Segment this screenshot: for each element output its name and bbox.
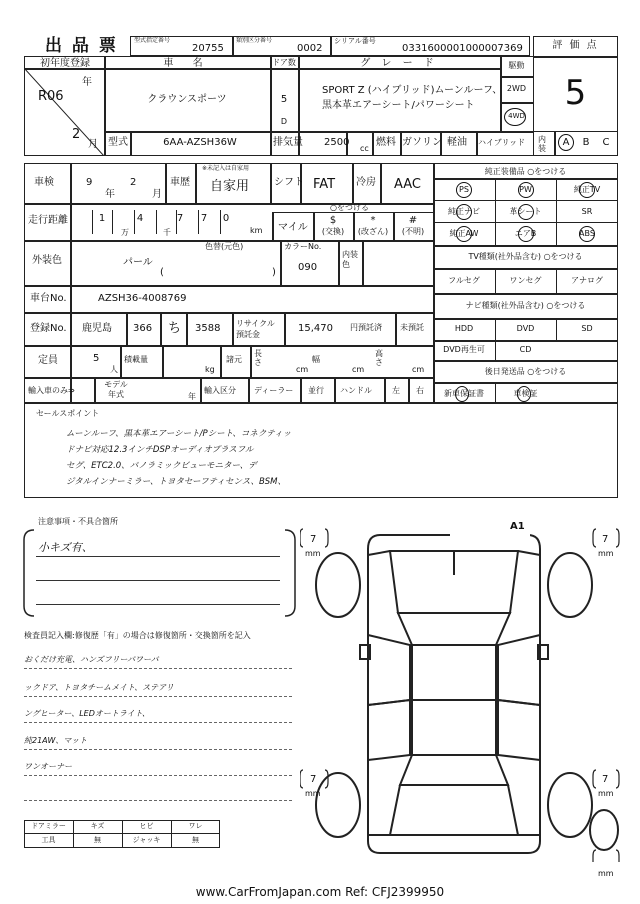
- th-break: ワレ: [188, 822, 203, 830]
- later-header: 後日発送品 ○をつける: [484, 367, 567, 376]
- ac-value: AAC: [394, 177, 421, 192]
- car-name-label: 車 名: [163, 58, 211, 69]
- serial-label: シリアル番号: [334, 37, 376, 45]
- fuel-label: 燃料: [376, 137, 396, 148]
- load-label: 積載量: [124, 355, 148, 364]
- tire-fr-mm: mm: [598, 549, 614, 558]
- km-unit: km: [250, 226, 263, 235]
- inspector-line-2: ックドア、トヨタチームメイト、ステアリ: [24, 683, 174, 692]
- ext-color: パール: [123, 257, 153, 268]
- tv-header: TV種類(社外品含む) ○をつける: [468, 252, 583, 261]
- inspector-line-1: おくだけ充電、ハンズフリーパワーバ: [24, 655, 159, 664]
- first-reg-year: R06: [38, 89, 64, 104]
- fuel-hybrid: ハイブリッド: [478, 138, 526, 147]
- usage-value: 自家用: [210, 179, 250, 194]
- equipment-circle: [518, 204, 534, 220]
- interior-label: 内装: [538, 135, 546, 153]
- ac-label: 冷房: [356, 177, 376, 188]
- later-shakensho-circle: [517, 386, 531, 402]
- hgt-cm: cm: [412, 365, 425, 374]
- th-door-mirror: ドアミラー: [31, 822, 66, 830]
- door-count: 5: [280, 94, 288, 105]
- car-name: クラウンスポーツ: [147, 94, 227, 105]
- tire-fl-depth: 7: [310, 534, 317, 545]
- equipment-item: SR: [581, 207, 593, 216]
- int-color-label: 内装色: [342, 250, 358, 269]
- drive-2wd: 2WD: [506, 84, 527, 93]
- shift-label: シフト: [274, 177, 304, 188]
- td-jack-value: 無: [192, 836, 199, 844]
- interior-a: A: [562, 137, 570, 148]
- chassis-number: AZSH36-4008769: [98, 293, 187, 304]
- ext-color-label: 外装色: [32, 255, 62, 266]
- altered-symbol: *: [370, 215, 376, 226]
- car-damage-diagram: [300, 515, 630, 865]
- nav-dvd: DVD: [516, 324, 535, 333]
- class-no: 0002: [297, 43, 323, 54]
- tire-rl-depth: 7: [310, 774, 317, 785]
- unknown-label: (不明): [401, 227, 425, 236]
- mileage-digit: 4: [136, 213, 144, 224]
- color-no-label: カラーNo.: [284, 242, 322, 251]
- length-label: 長さ: [254, 349, 262, 367]
- equipment-circle: [456, 226, 472, 242]
- year-unit: 年: [82, 77, 92, 88]
- altered-label: (改ざん): [357, 227, 389, 236]
- td-tools-value: 無: [94, 836, 101, 844]
- dims-label: 諸元: [226, 355, 242, 364]
- shaken-month-unit: 月: [152, 189, 162, 200]
- mileage-digit: 7: [176, 213, 184, 224]
- exchange-label: (交換): [321, 227, 345, 236]
- recycle-not-deposited: 未預託: [400, 323, 424, 332]
- fuel-gasoline: ガソリン: [402, 137, 442, 148]
- tire-spare-mm: mm: [598, 869, 614, 878]
- height-label: 高さ: [375, 349, 383, 367]
- fuel-diesel: 軽油: [447, 137, 467, 148]
- model-code: 6AA-AZSH36W: [163, 137, 237, 148]
- reg-number: 3588: [195, 323, 221, 334]
- equipment-header: 純正装備品 ○をつける: [484, 167, 567, 176]
- recycle-amount: 15,470: [298, 323, 333, 334]
- first-reg-label: 初年度登録: [40, 58, 90, 69]
- model-label: 型式: [108, 137, 128, 148]
- sales-line-2: ドナビ対応12.3インチDSPオーディオプラスフル: [66, 445, 254, 455]
- color-change-label: 色替(元色): [205, 242, 244, 251]
- sales-point-label: セールスポイント: [36, 409, 100, 418]
- footer-watermark: www.CarFromJapan.com Ref: CFJ2399950: [195, 885, 445, 899]
- tire-rr-mm: mm: [598, 789, 614, 798]
- month-unit: 月: [88, 139, 98, 150]
- equipment-circle: [456, 182, 472, 198]
- person-unit: 人: [110, 365, 118, 374]
- handle-right: 右: [416, 386, 424, 395]
- usage-note: ※未記入は自家用: [202, 165, 250, 172]
- color-no: 090: [298, 262, 318, 273]
- form-title: 出 品 票: [45, 36, 118, 56]
- cc-unit: cc: [360, 144, 369, 153]
- wid-cm: cm: [352, 365, 365, 374]
- width-label: 幅: [312, 355, 320, 364]
- tv-fullseg: フルセグ: [448, 276, 480, 285]
- drive-label: 駆動: [508, 61, 525, 70]
- mileage-label: 走行距離: [28, 215, 68, 226]
- exchange-symbol: $: [329, 215, 337, 226]
- tire-rr-depth: 7: [602, 774, 609, 785]
- man-unit: 万: [121, 228, 129, 237]
- equipment-item: 革シート: [509, 207, 542, 216]
- later-shakensho: 車検証: [513, 389, 538, 398]
- interior-b: B: [582, 137, 590, 148]
- import-class-label: 輸入区分: [204, 386, 236, 395]
- inspector-label: 検査員記入欄:修復歴「有」の場合は修復箇所・交換箇所を記入: [24, 631, 251, 640]
- model-year-unit: 年: [188, 392, 196, 401]
- mileage-digit: 1: [98, 213, 106, 224]
- reg-no-label: 登録No.: [30, 323, 67, 334]
- nav-sd: SD: [581, 324, 593, 333]
- equipment-circle: [579, 182, 595, 198]
- equipment-item: 純正TV: [573, 185, 601, 194]
- nav-hdd: HDD: [454, 324, 474, 333]
- equipment-item: 純正ナビ: [448, 207, 480, 216]
- tire-fr-depth: 7: [602, 534, 609, 545]
- shaken-year-unit: 年: [105, 189, 115, 200]
- grade-text-2: 黒本革エアーシート/パワーシート: [322, 100, 475, 111]
- equipment-item: ABS: [579, 229, 595, 238]
- tv-oneseg: ワンセグ: [509, 276, 542, 285]
- tv-analog: アナログ: [571, 276, 603, 285]
- recycle-label: リサイクル 預託金: [236, 319, 275, 339]
- len-cm: cm: [296, 365, 309, 374]
- shaken-year: 9: [86, 177, 93, 188]
- grade-label: 評 価 点: [552, 40, 599, 51]
- mile-label: マイル: [278, 222, 308, 233]
- shaken-label: 車検: [34, 177, 54, 188]
- equipment-item: 純正AW: [449, 229, 479, 238]
- td-tools: 工具: [41, 836, 56, 844]
- cd-label: CD: [519, 345, 532, 354]
- doors-label: ドア数: [272, 58, 296, 67]
- interior-c: C: [602, 137, 610, 148]
- equipment-circle: [579, 226, 595, 242]
- displacement: 2500: [324, 137, 350, 148]
- damage-code-a1: A1: [510, 521, 525, 532]
- reg-kana: ち: [168, 321, 182, 336]
- tire-fl-mm: mm: [305, 549, 321, 558]
- type-no-label: 型式指定番号: [134, 37, 171, 44]
- later-warranty-circle: [455, 386, 469, 402]
- reg-class: 366: [133, 323, 153, 334]
- serial-number: 0331600001000007369: [402, 43, 523, 54]
- nav-header: ナビ種類(社外品含む) ○をつける: [465, 301, 586, 310]
- first-reg-month: 2: [72, 127, 81, 142]
- capacity-label: 定員: [38, 355, 58, 366]
- grade-text-1: SPORT Z (ハイブリッド)ムーンルーフ、: [322, 85, 503, 96]
- grade-text-label: グ レ ー ド: [360, 58, 438, 69]
- equipment-item: PS: [459, 185, 469, 194]
- type-no: 20755: [192, 43, 224, 54]
- model-year-label: モデル 年式: [104, 380, 128, 399]
- dvd-play-label: DVD再生可: [443, 345, 485, 354]
- mileage-digit: 7: [200, 213, 208, 224]
- mileage-digit: 0: [222, 213, 230, 224]
- sales-line-3: セグ、ETC2.0、パノラミックビューモニター、デ: [66, 461, 257, 471]
- drive-4wd: 4WD: [508, 112, 525, 120]
- sen-unit: 千: [163, 228, 171, 237]
- equipment-item: エアB: [514, 229, 537, 238]
- import-only-label: 輸入車のみ⇒: [28, 386, 75, 395]
- import-parallel: 並行: [308, 386, 324, 395]
- recycle-status: 円預託済: [350, 323, 382, 332]
- equipment-circle: [456, 204, 472, 220]
- th-crack: ヒビ: [139, 822, 154, 830]
- notes-line-1: 小キズ有、: [38, 541, 93, 554]
- grade-score: 5: [564, 73, 587, 113]
- inspector-line-5: ワンオーナー: [24, 762, 72, 771]
- unknown-symbol: #: [408, 215, 418, 226]
- sales-line-1: ムーンルーフ、黒本革エアーシート/Pシート、コネクティッ: [66, 429, 292, 439]
- equipment-item: PW: [519, 185, 532, 194]
- later-warranty: 新車保証書: [444, 389, 484, 398]
- handle-label: ハンドル: [340, 386, 372, 395]
- displacement-label: 排気量: [273, 137, 303, 148]
- inspector-line-4: 純21AW、マット: [24, 736, 88, 745]
- circle-note: ○をつける: [330, 203, 369, 212]
- inspector-line-3: ングヒーター、LEDオートライト、: [24, 709, 150, 718]
- chassis-label: 車台No.: [30, 293, 67, 304]
- handle-left: 左: [392, 386, 400, 395]
- capacity: 5: [93, 353, 100, 364]
- class-no-label: 類別区分番号: [236, 37, 273, 44]
- td-jack: ジャッキ: [132, 836, 161, 844]
- th-scratch: キズ: [90, 822, 105, 830]
- equipment-circle: [518, 226, 534, 242]
- shaken-month: 2: [130, 177, 137, 188]
- tire-rl-mm: mm: [305, 789, 321, 798]
- sales-line-4: ジタルインナーミラー、トヨタセーフティセンス、BSM、: [66, 477, 287, 487]
- kg-unit: kg: [205, 365, 215, 374]
- import-dealer: ディーラー: [254, 386, 294, 395]
- shift-value: FAT: [313, 177, 336, 192]
- equipment-circle: [518, 182, 534, 198]
- door-type: D: [280, 117, 288, 126]
- reg-area: 鹿児島: [82, 323, 112, 334]
- notes-label: 注意事項・不具合箇所: [38, 517, 118, 526]
- usage-label: 車歴: [170, 177, 190, 188]
